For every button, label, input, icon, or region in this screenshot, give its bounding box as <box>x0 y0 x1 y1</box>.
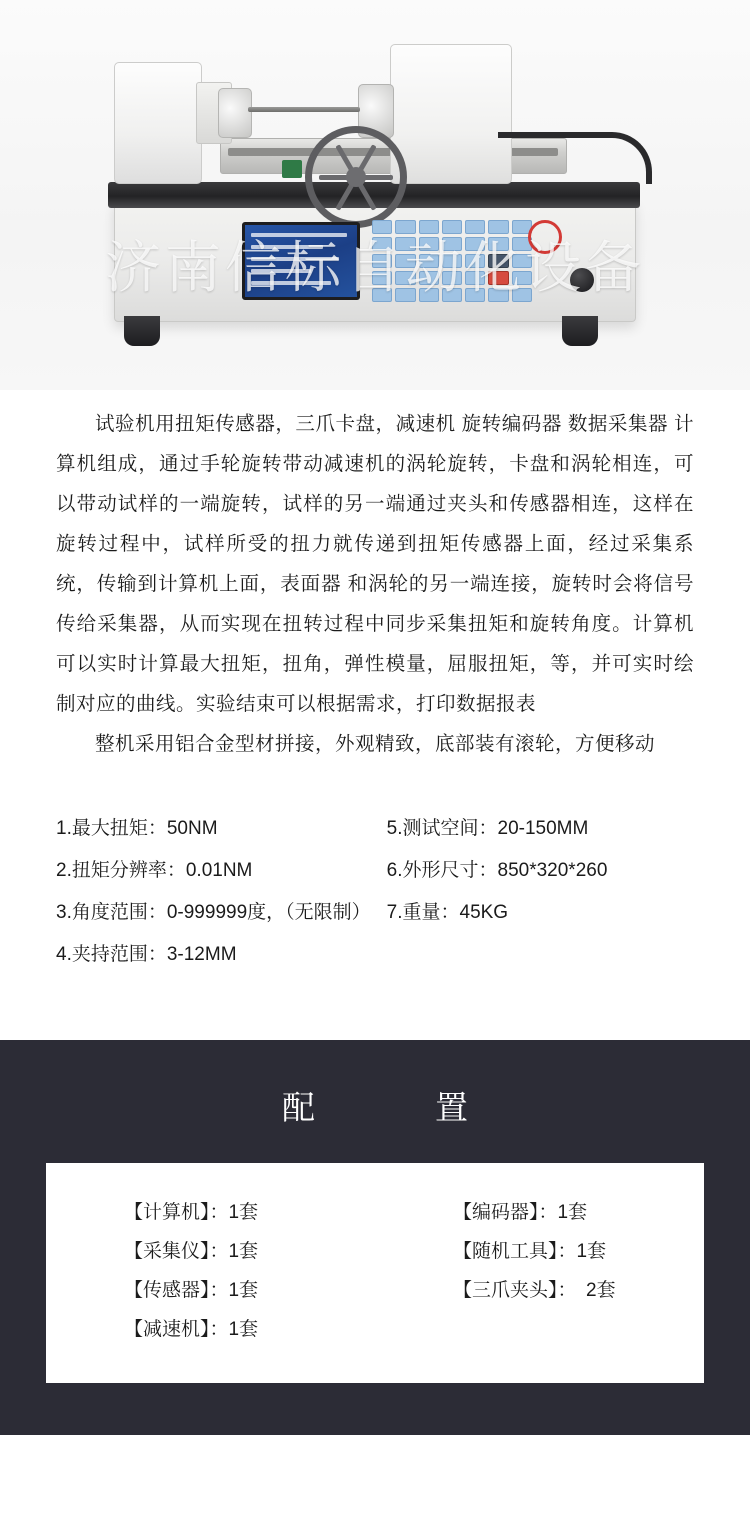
spec-item: 1.最大扭矩：50NM <box>56 818 218 839</box>
keypad-key <box>395 288 415 302</box>
keypad-key <box>372 288 392 302</box>
configuration-column-left <box>46 1193 375 1349</box>
torsion-testing-machine-illustration <box>100 20 660 360</box>
keypad-key <box>442 237 462 251</box>
keypad-key <box>419 254 439 268</box>
keypad-key <box>512 254 532 268</box>
display-line <box>251 245 323 249</box>
control-panel-display <box>242 222 360 300</box>
configuration-item: 【编码器】：1套 <box>453 1202 588 1223</box>
spec-item: 7.重量：45KG <box>386 902 509 923</box>
keypad-key <box>395 237 415 251</box>
keypad-key <box>512 271 532 285</box>
keypad-key <box>488 237 508 251</box>
keypad-key <box>419 288 439 302</box>
keypad-key <box>442 220 462 234</box>
keypad-key <box>465 237 485 251</box>
keypad-key <box>372 220 392 234</box>
keypad-key <box>442 271 462 285</box>
spec-item: 3.角度范围：0-999999度，（无限制） <box>56 902 371 923</box>
configuration-item: 【减速机】：1套 <box>124 1319 259 1340</box>
display-line <box>251 233 347 237</box>
keypad-key <box>419 237 439 251</box>
left-headstock <box>114 62 202 184</box>
keypad-key <box>488 254 508 268</box>
description-section <box>0 390 750 764</box>
specifications-list <box>0 808 750 976</box>
handwheel-icon <box>305 126 407 228</box>
keypad-key <box>465 220 485 234</box>
display-line <box>251 257 339 261</box>
configuration-item: 【采集仪】：1套 <box>124 1241 259 1262</box>
spec-item: 6.外形尺寸：850*320*260 <box>386 860 608 881</box>
keypad-key-stop <box>488 271 508 285</box>
keypad-key <box>465 271 485 285</box>
specifications-column-left <box>56 808 371 976</box>
spec-item: 4.夹持范围：3-12MM <box>56 944 237 965</box>
display-line <box>251 281 331 285</box>
keypad-key <box>395 220 415 234</box>
keypad-key <box>442 288 462 302</box>
control-panel-keypad <box>372 220 532 302</box>
display-line <box>251 269 311 273</box>
spec-item: 2.扭矩分辨率：0.01NM <box>56 860 253 881</box>
keypad-key <box>372 254 392 268</box>
green-indicator-block <box>282 160 302 178</box>
configuration-title: 配 置 <box>282 1089 486 1126</box>
handwheel-spoke <box>319 175 393 180</box>
configuration-item: 【三爪夹头】： 2套 <box>453 1280 616 1301</box>
emergency-stop-ring-icon <box>528 220 562 254</box>
product-photo <box>0 0 750 390</box>
configuration-column-right <box>375 1193 704 1349</box>
power-knob <box>570 268 594 292</box>
keypad-key <box>488 220 508 234</box>
keypad-key <box>488 288 508 302</box>
configuration-card <box>46 1163 704 1383</box>
keypad-key <box>395 271 415 285</box>
left-chuck <box>218 88 252 138</box>
right-headstock <box>390 44 512 184</box>
configuration-item: 【随机工具】：1套 <box>453 1241 607 1262</box>
specimen-rod <box>248 107 360 112</box>
keypad-key <box>372 237 392 251</box>
cable <box>498 132 652 184</box>
keypad-key <box>419 220 439 234</box>
description-paragraph-2: 整机采用铝合金型材拼接，外观精致，底部装有滚轮，方便移动 <box>95 733 656 755</box>
keypad-key <box>465 288 485 302</box>
photo-watermark: 济南信标自动化设备 <box>105 236 645 301</box>
specifications-column-right <box>387 808 694 976</box>
keypad-key <box>395 254 415 268</box>
machine-foot <box>562 316 598 346</box>
spec-item: 5.测试空间：20-150MM <box>386 818 589 839</box>
keypad-key <box>465 254 485 268</box>
description-paragraph-1: 试验机用扭矩传感器，三爪卡盘，减速机 旋转编码器 数据采集器 计算机组成，通过手轮旋转带动减速机的涡轮旋转，卡盘和涡轮相连，可以带动试样的一端旋转，试样的另一端通过夹头和传感器相连，这样在旋转过程中，试样所受的扭力就传递到扭矩传感器上面，经过采集系统，传输到计算机上面，表面器 和涡轮的另一端连接，旋转时会将信号传给采集器，从而实现在扭转过程中同步采集扭矩和旋转角度。计算机可以实时计算最大扭矩，扭角，弹性模量，屈服扭矩，等，并可实时绘制对应的曲线。实验结束可以根据需求，打印数据报表 <box>56 413 694 715</box>
configuration-item: 【传感器】：1套 <box>124 1280 259 1301</box>
configuration-item: 【计算机】：1套 <box>124 1202 259 1223</box>
keypad-key <box>372 271 392 285</box>
keypad-key <box>442 254 462 268</box>
configuration-section <box>0 1040 750 1435</box>
keypad-key <box>512 288 532 302</box>
machine-foot <box>124 316 160 346</box>
keypad-key <box>419 271 439 285</box>
